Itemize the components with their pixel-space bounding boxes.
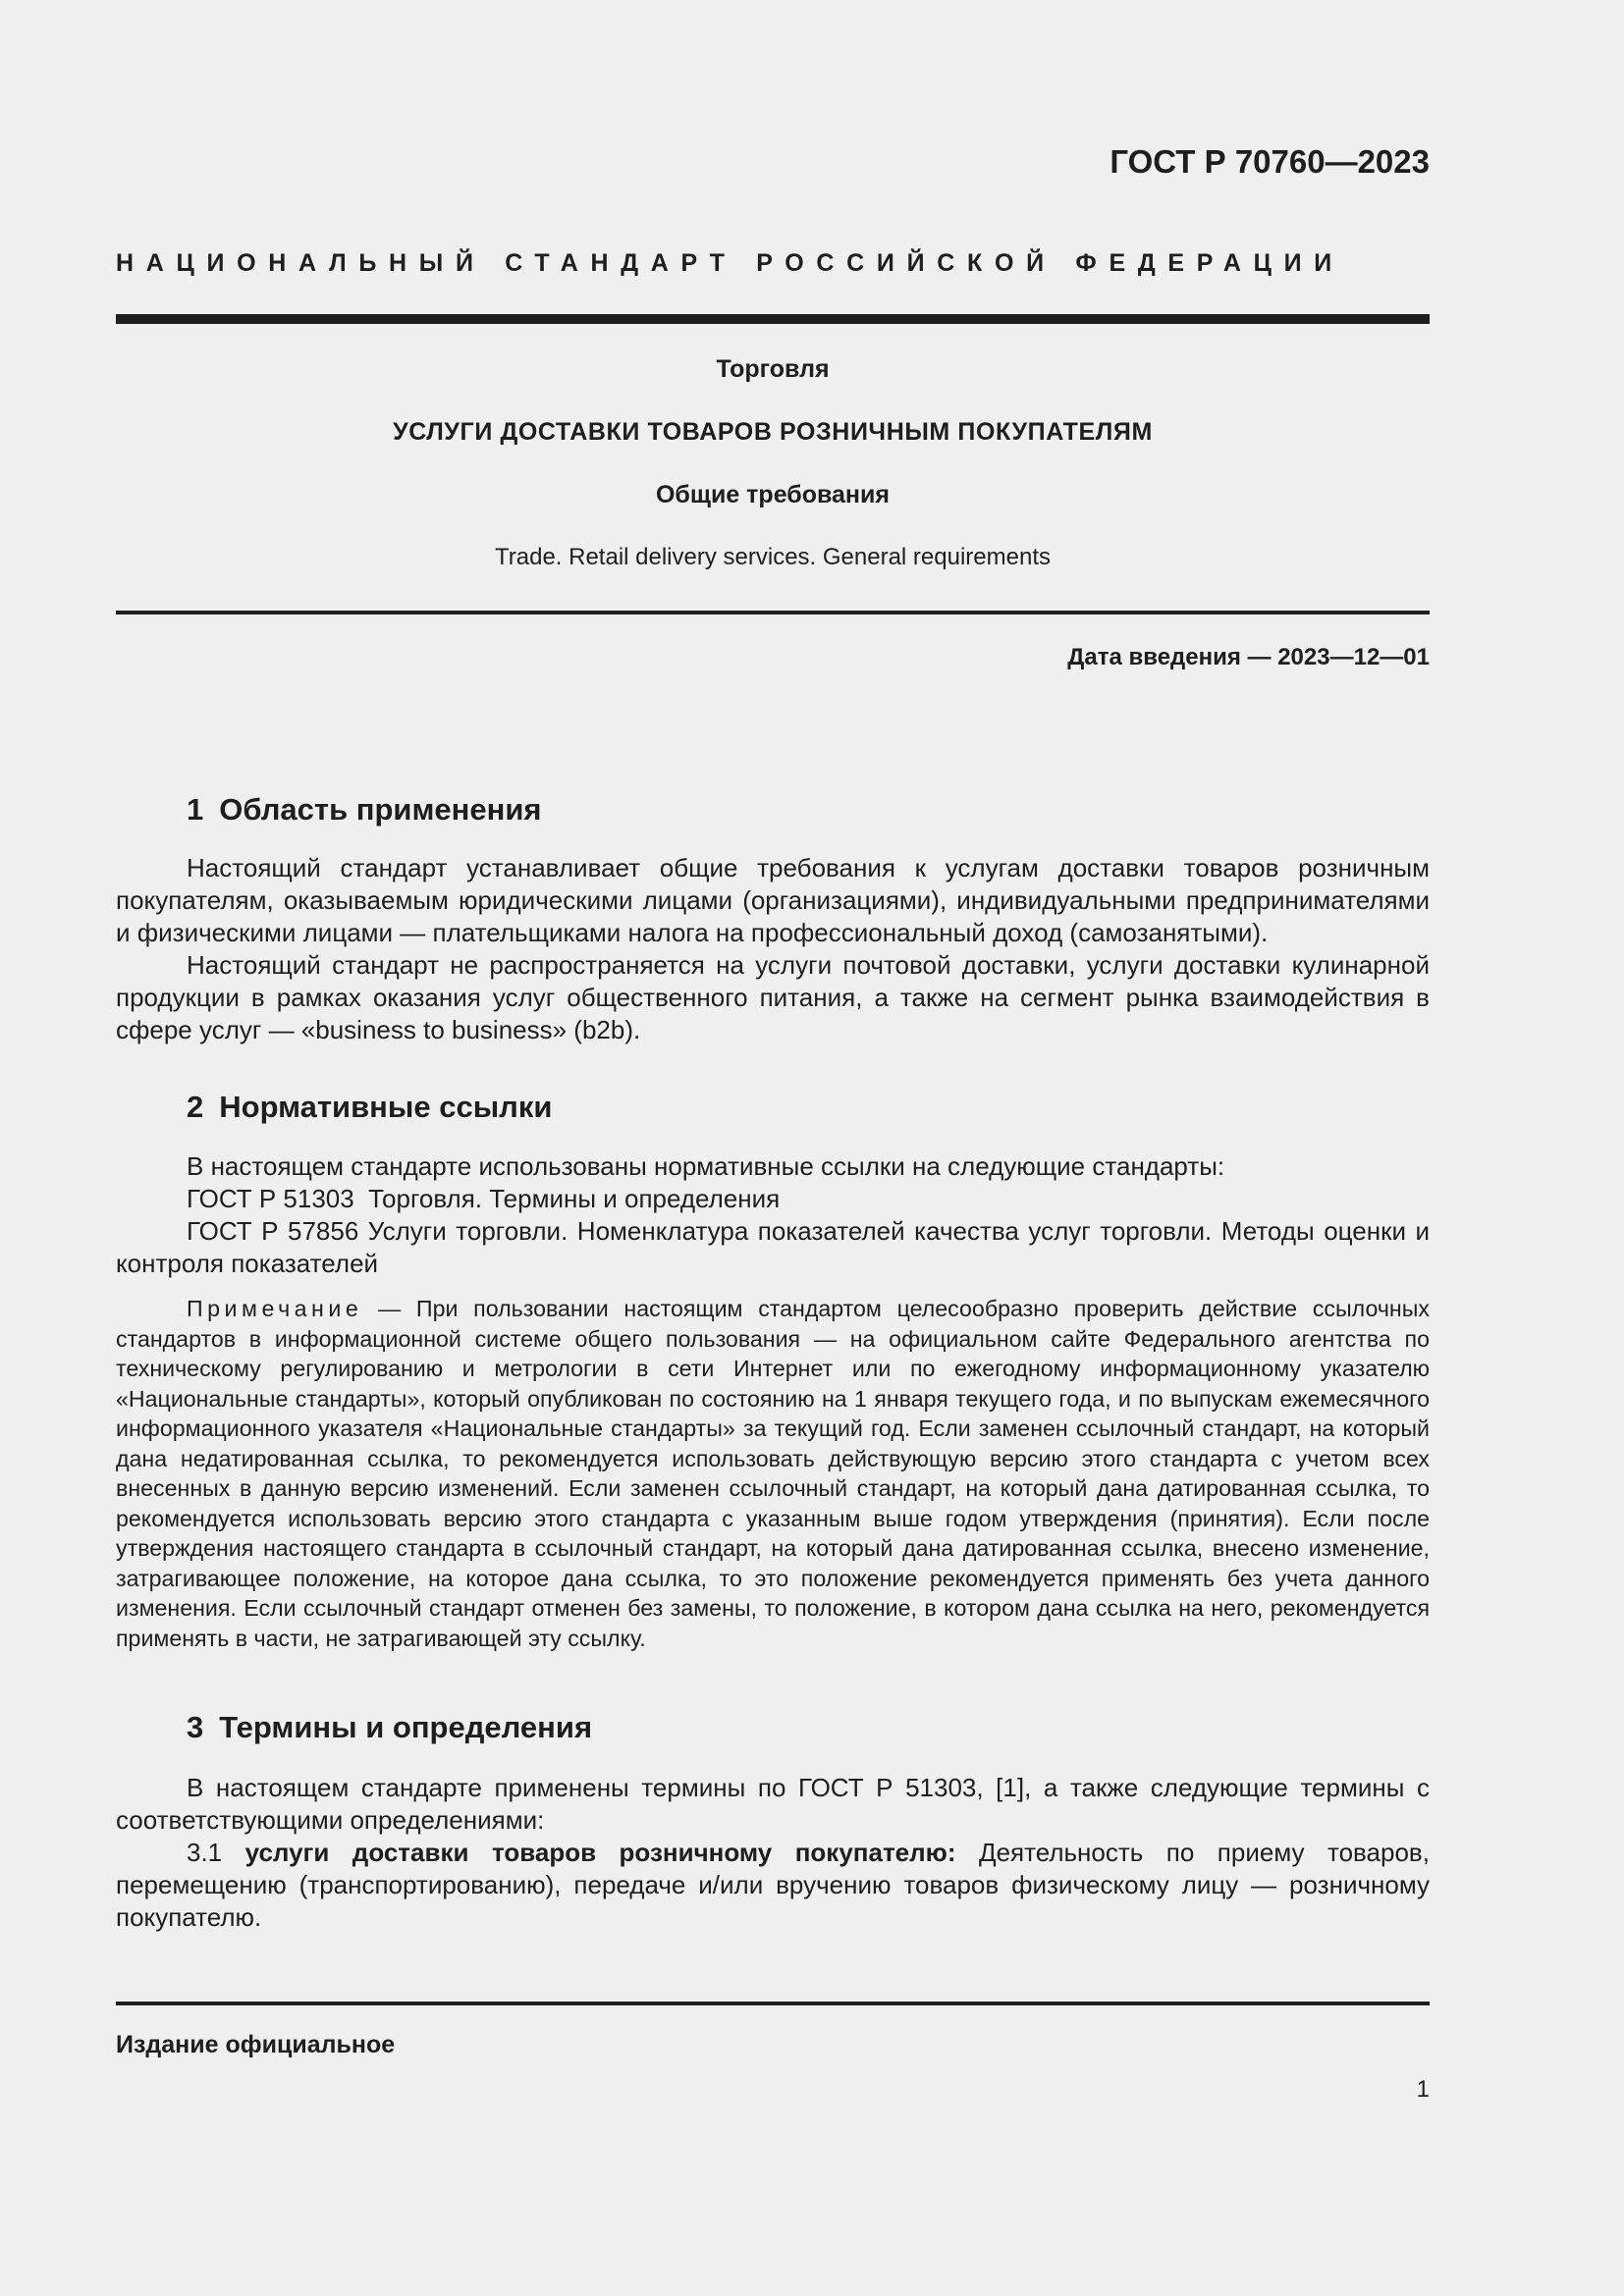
term-number: 3.1 bbox=[187, 1838, 223, 1867]
section-number: 3 bbox=[187, 1710, 204, 1744]
standard-category: Торговля bbox=[716, 355, 830, 383]
section-2-heading bbox=[187, 1090, 552, 1125]
section-2-note bbox=[116, 1294, 1430, 1653]
title-divider bbox=[116, 611, 1430, 614]
note-text: — При пользовании настоящим стандартом целесообразно проверить действие ссылочных стандартов в информационной системе общего пользования — на официальном сайте Федерального агентства по техническому регулированию и метрологии в сети Интернет или по ежегодному информационному указателю «Национальные стандарты», который опубликован по состоянию на 1 января текущего года, и по выпускам ежемесячного информационного указателя «Национальные стандарты» за текущий год. Если заменен ссылочный стандарт, на который дана недатированная ссылка, то рекомендуется использовать действующую версию этого стандарта с учетом всех внесенных в данную версию изменений. Если заменен ссылочный стандарт, на который дана датированная ссылка, то рекомендуется использовать версию этого стандарта с указанным выше годом утверждения (принятия). Если после утверждения настоящего стандарта в ссылочный стандарт, на который дана датированная ссылка, внесено изменение, затрагивающее положение, на которое дана ссылка, то это положение рекомендуется применять без учета данного изменения. Если ссылочный стандарт отменен без замены, то положение, в котором дана ссылка на него, рекомендуется применять в части, не затрагивающей эту ссылку. bbox=[116, 1296, 1430, 1651]
section-title: Термины и определения bbox=[219, 1710, 593, 1744]
page-number: 1 bbox=[1416, 2076, 1430, 2103]
english-title: Trade. Retail delivery services. General requirements bbox=[494, 544, 1051, 570]
section-2-reference-1: ГОСТ Р 51303 Торговля. Термины и определения bbox=[187, 1184, 781, 1213]
section-3-paragraph-1: В настоящем стандарте применены термины по ГОСТ Р 51303, [1], а также следующие термины с соответствующими определениями: bbox=[116, 1773, 1430, 1835]
term-name: услуги доставки товаров розничному покупателю: bbox=[244, 1838, 956, 1867]
section-title: Нормативные ссылки bbox=[219, 1090, 553, 1124]
note-label: Примечание bbox=[187, 1296, 363, 1321]
section-2-reference-2: ГОСТ Р 57856 Услуги торговли. Номенклатура показателей качества услуг торговли. Методы оценки и контроля показателей bbox=[116, 1216, 1430, 1278]
section-3-heading bbox=[187, 1710, 592, 1745]
national-standard-title: НАЦИОНАЛЬНЫЙ СТАНДАРТ РОССИЙСКОЙ ФЕДЕРАЦИИ bbox=[116, 249, 1344, 277]
section-number: 1 bbox=[187, 792, 204, 827]
section-1-heading bbox=[187, 792, 542, 828]
standard-main-title: УСЛУГИ ДОСТАВКИ ТОВАРОВ РОЗНИЧНЫМ ПОКУПАТЕЛЯМ bbox=[393, 418, 1153, 446]
section-1-paragraph-1: Настоящий стандарт устанавливает общие требования к услугам доставки товаров розничным покупателям, оказываемым юридическими лицами (организациями), индивидуальными предпринимателями и физическими лицами — плательщиками налога на профессиональный доход (самозанятыми). bbox=[116, 853, 1430, 947]
section-title: Область применения bbox=[219, 792, 542, 827]
introduction-date: Дата введения — 2023—12—01 bbox=[1067, 644, 1430, 670]
section-1-paragraph-2: Настоящий стандарт не распространяется на услуги почтовой доставки, услуги доставки кулинарной продукции в рамках оказания услуг общественного питания, а также на сегмент рынка взаимодействия в сфере услуг — «business to business» (b2b). bbox=[116, 950, 1430, 1044]
standard-subtitle: Общие требования bbox=[655, 481, 890, 508]
term-3-1 bbox=[116, 1837, 1430, 1934]
section-2-paragraph-1: В настоящем стандарте использованы нормативные ссылки на следующие стандарты: bbox=[187, 1151, 1225, 1181]
term-definition: Деятельность по приему товаров, перемещению (транспортированию), передаче и/или вручению товаров физическому лицу — розничному покупателю. bbox=[116, 1838, 1430, 1932]
document-number: ГОСТ Р 70760—2023 bbox=[1110, 143, 1430, 180]
section-number: 2 bbox=[187, 1090, 204, 1124]
official-edition-label: Издание официальное bbox=[116, 2031, 396, 2058]
footer-divider bbox=[116, 2002, 1430, 2005]
header-divider bbox=[116, 314, 1430, 324]
